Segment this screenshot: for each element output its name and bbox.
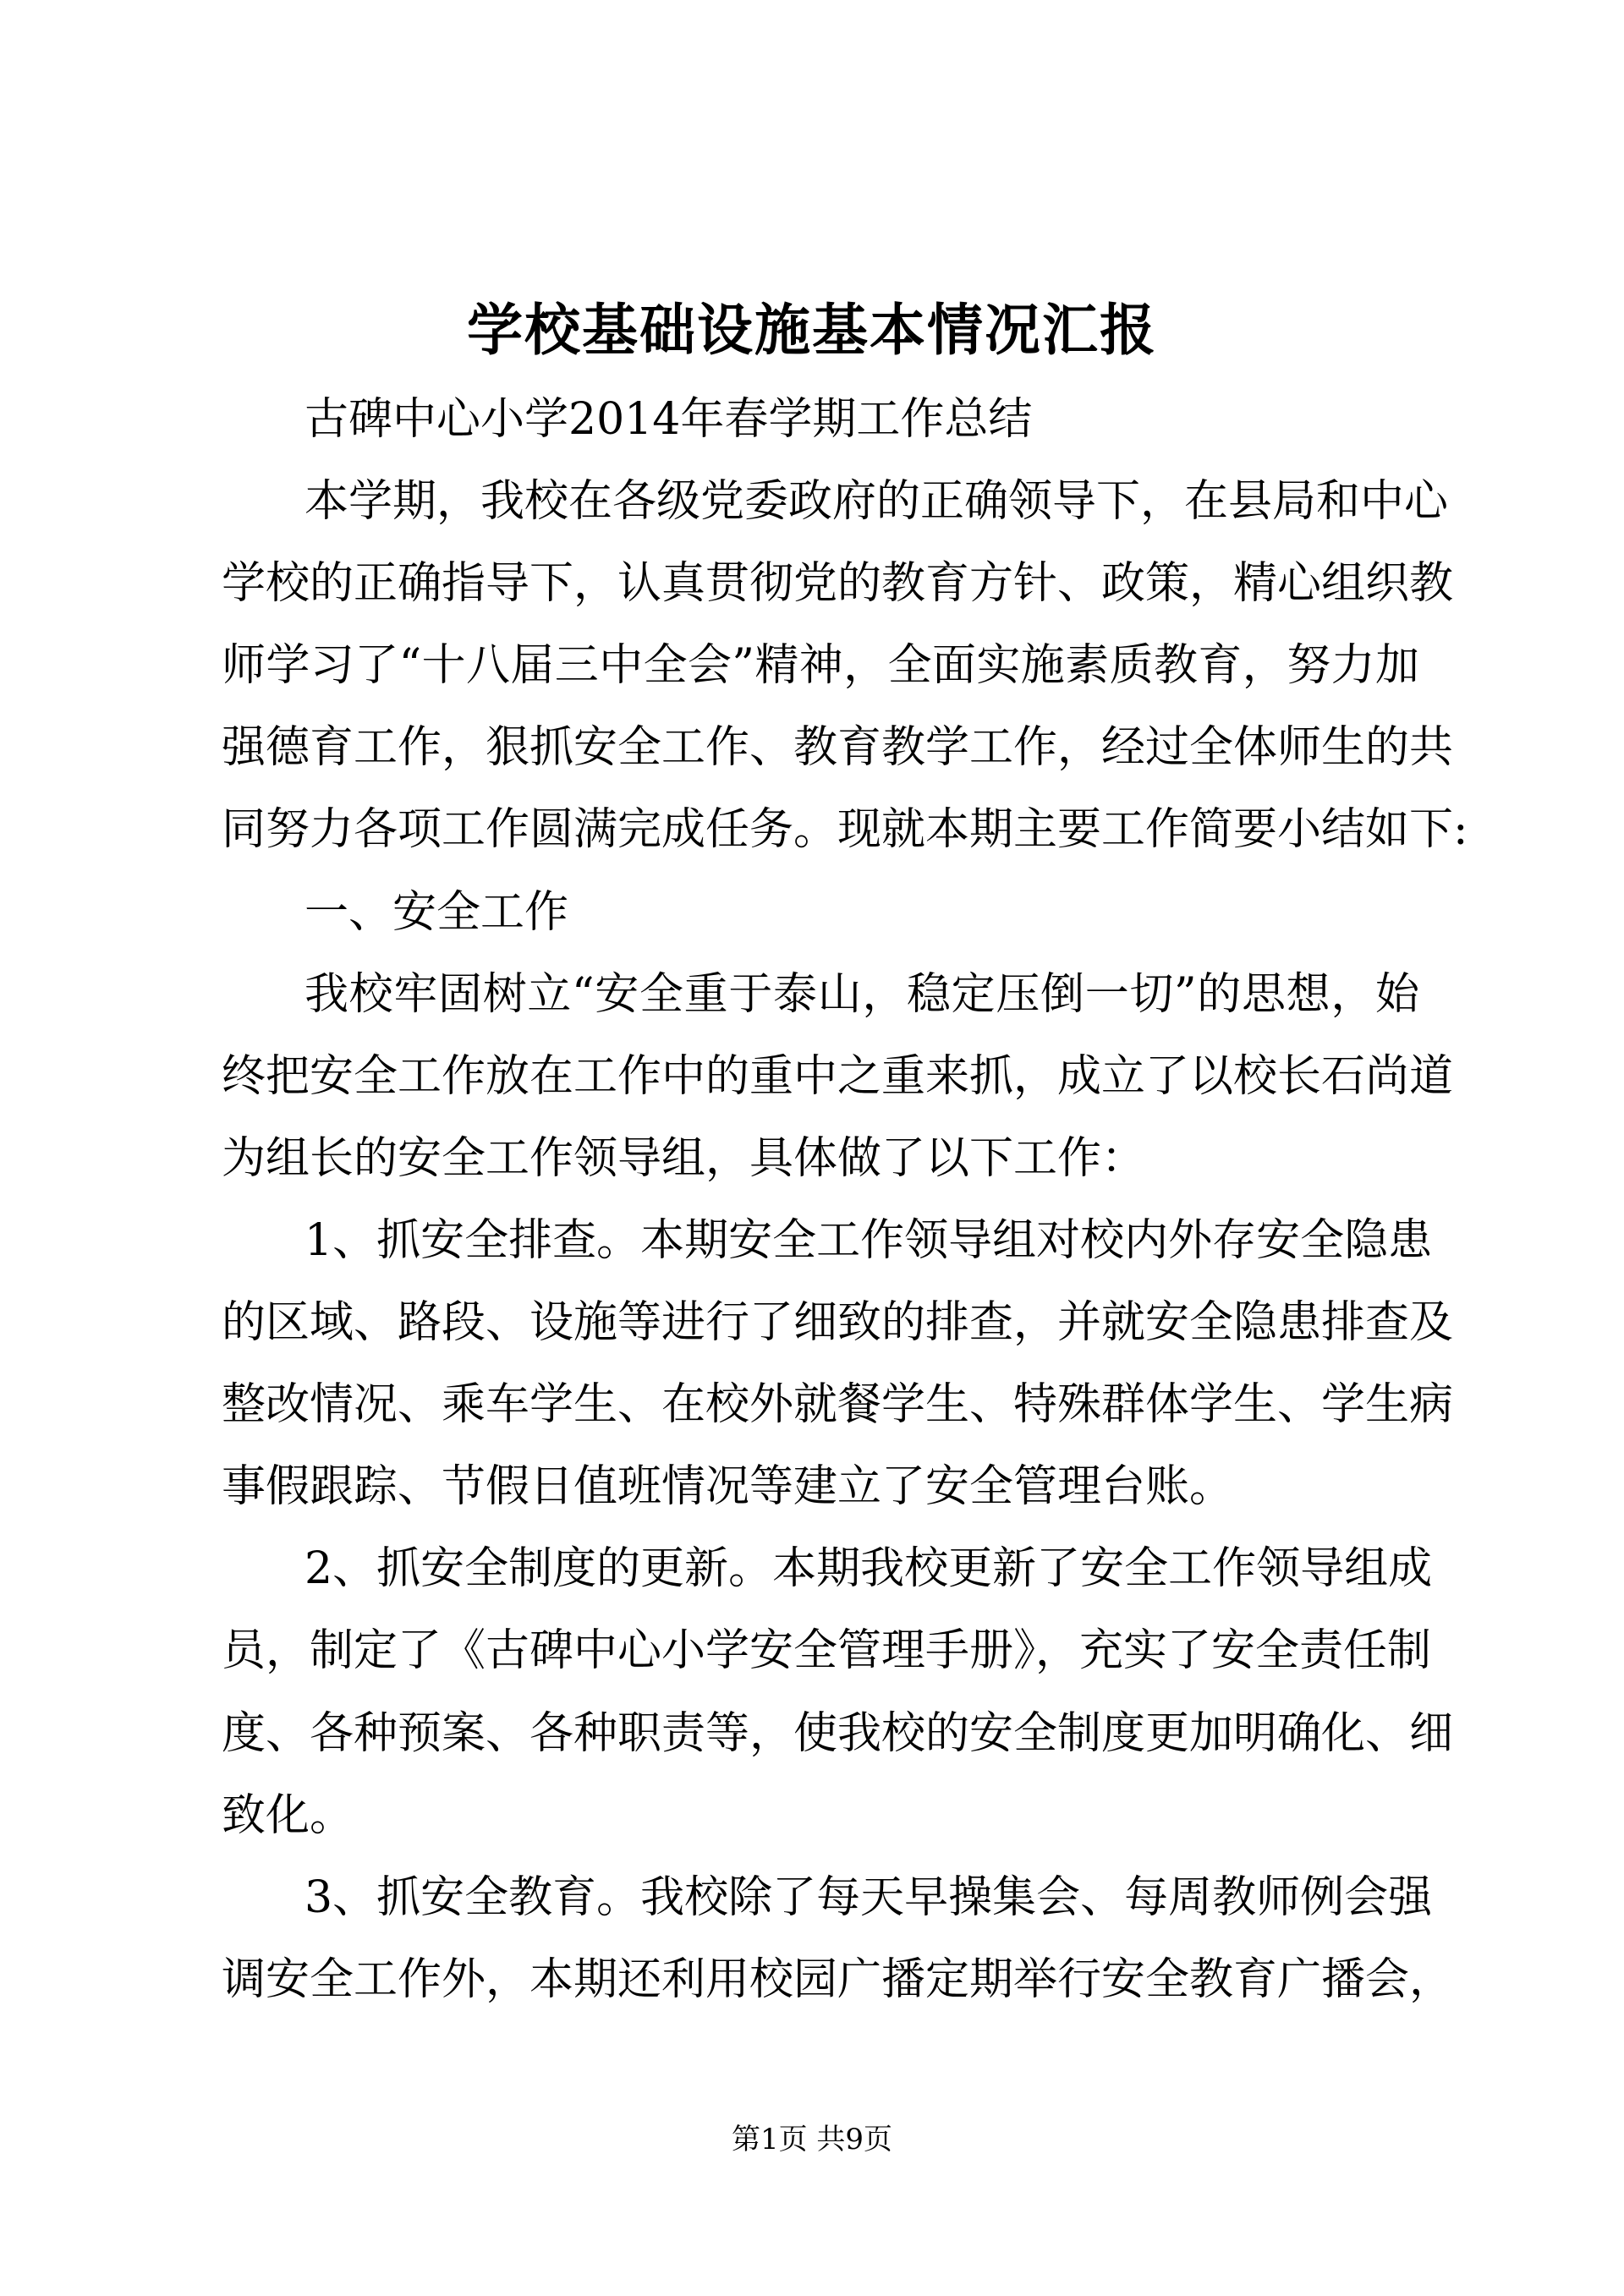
text-line: 我校牢固树立“安全重于泰山，稳定压倒一切”的思想，始 bbox=[304, 968, 1419, 1020]
text-line: 度、各种预案、各种职责等，使我校的安全制度更加明确化、细 bbox=[222, 1707, 1454, 1759]
text-line: 致化。 bbox=[222, 1789, 354, 1841]
text-line: 古碑中心小学2014年春学期工作总结 bbox=[304, 394, 1033, 445]
text-line: 一、安全工作 bbox=[304, 886, 569, 938]
text-line: 整改情况、乘车学生、在校外就餐学生、特殊群体学生、学生病 bbox=[222, 1379, 1454, 1431]
text-line: 同努力各项工作圆满完成任务。现就本期主要工作简要小结如下: bbox=[222, 804, 1468, 856]
text-line: 强德育工作，狠抓安全工作、教育教学工作，经过全体师生的共 bbox=[222, 722, 1454, 774]
text-line: 为组长的安全工作领导组，具体做了以下工作： bbox=[222, 1132, 1146, 1184]
text-line: 终把安全工作放在工作中的重中之重来抓，成立了以校长石尚道 bbox=[222, 1050, 1454, 1102]
text-line: 事假跟踪、节假日值班情况等建立了安全管理台账。 bbox=[222, 1461, 1234, 1513]
text-line: 本学期，我校在各级党委政府的正确领导下，在县局和中心 bbox=[304, 476, 1449, 528]
text-line: 师学习了“十八届三中全会”精神，全面实施素质教育，努力加 bbox=[222, 640, 1419, 692]
document-title: 学校基础设施基本情况汇报 bbox=[467, 297, 1157, 363]
page-number-footer: 第1页 共9页 bbox=[731, 2123, 893, 2156]
text-line: 员，制定了《古碑中心小学安全管理手册》，充实了安全责任制 bbox=[222, 1625, 1432, 1677]
text-line: 学校的正确指导下，认真贯彻党的教育方针、政策，精心组织教 bbox=[222, 558, 1454, 610]
document-body bbox=[222, 379, 1468, 2021]
text-line: 1、抓安全排查。本期安全工作领导组对校内外存安全隐患 bbox=[304, 1214, 1433, 1266]
text-line: 3、抓安全教育。我校除了每天早操集会、每周教师例会强 bbox=[304, 1871, 1433, 1923]
text-line: 的区域、路段、设施等进行了细致的排查，并就安全隐患排查及 bbox=[222, 1297, 1454, 1349]
text-line: 调安全工作外，本期还利用校园广播定期举行安全教育广播会， bbox=[222, 1954, 1454, 2005]
text-line: 2、抓安全制度的更新。本期我校更新了安全工作领导组成 bbox=[304, 1543, 1433, 1595]
